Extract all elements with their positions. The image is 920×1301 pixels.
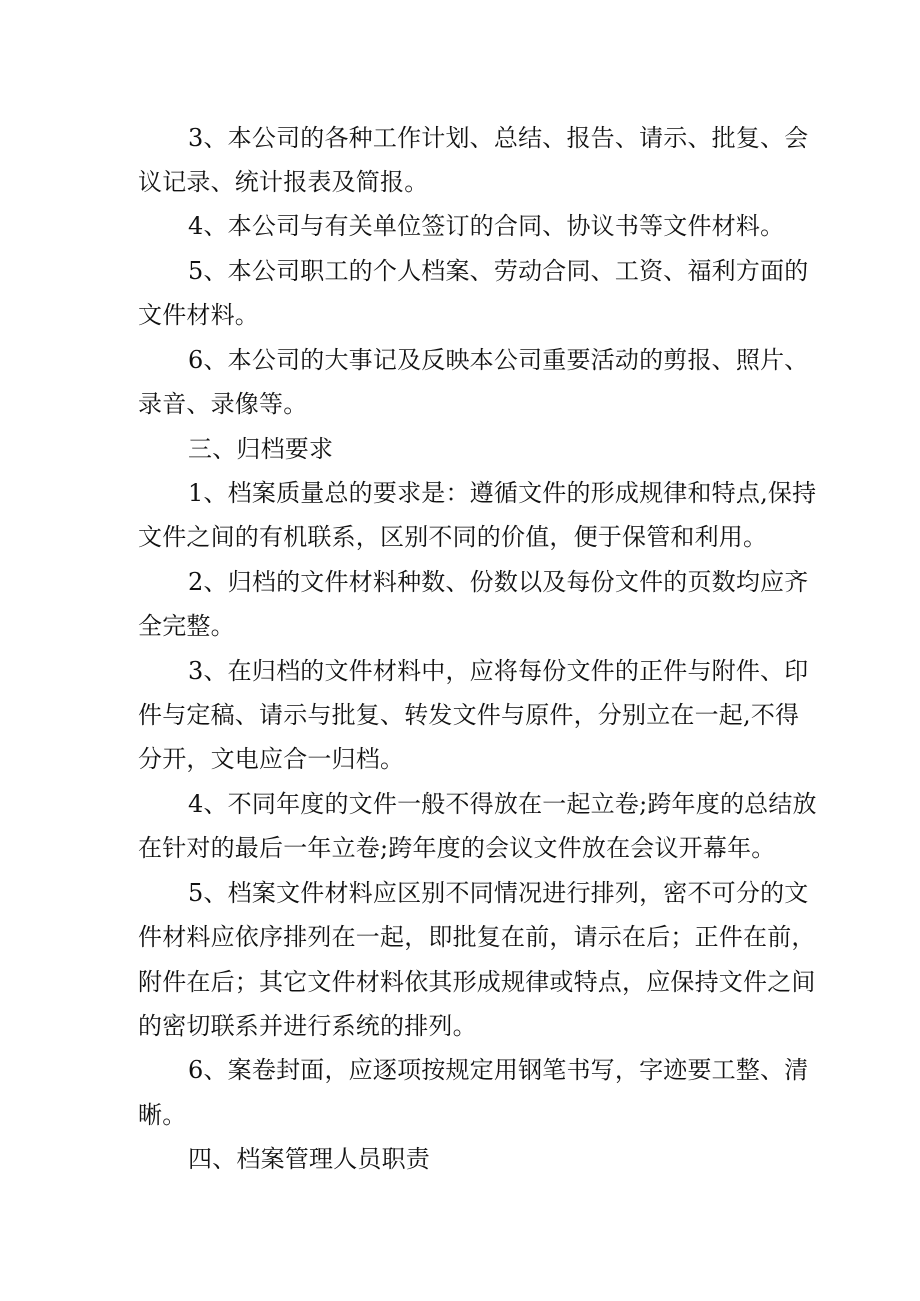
text-line: 2、归档的文件材料种数、份数以及每份文件的页数均应齐 — [188, 568, 809, 596]
text-line: 文件之间的有机联系，区别不同的价值，便于保管和利用。 — [138, 523, 768, 551]
section-heading: 三、归档要求 — [188, 435, 334, 463]
text-line: 文件材料。 — [138, 301, 259, 329]
text-line: 分开，文电应合一归档。 — [138, 745, 405, 773]
text-line: 4、本公司与有关单位签订的合同、协议书等文件材料。 — [188, 212, 785, 240]
text-line: 附件在后；其它文件材料依其形成规律或特点，应保持文件之间 — [138, 968, 816, 996]
text-line: 4、不同年度的文件一般不得放在一起立卷;跨年度的总结放 — [188, 790, 817, 818]
text-line: 6、本公司的大事记及反映本公司重要活动的剪报、照片、 — [188, 346, 809, 374]
text-line: 议记录、统计报表及简报。 — [138, 168, 429, 196]
text-line: 6、案卷封面，应逐项按规定用钢笔书写，字迹要工整、清 — [188, 1056, 809, 1084]
text-line: 录音、录像等。 — [138, 390, 308, 418]
text-line: 3、在归档的文件材料中，应将每份文件的正件与附件、印 — [188, 657, 809, 685]
text-line: 的密切联系并进行系统的排列。 — [138, 1012, 477, 1040]
text-line: 晰。 — [138, 1101, 187, 1129]
text-line: 1、档案质量总的要求是：遵循文件的形成规律和特点,保持 — [188, 479, 817, 507]
text-line: 全完整。 — [138, 612, 235, 640]
section-heading: 四、档案管理人员职责 — [188, 1145, 430, 1173]
text-line: 3、本公司的各种工作计划、总结、报告、请示、批复、会 — [188, 124, 809, 152]
text-line: 5、档案文件材料应区别不同情况进行排列，密不可分的文 — [188, 879, 809, 907]
text-line: 件与定稿、请示与批复、转发文件与原件，分别立在一起,不得 — [138, 701, 800, 729]
text-line: 5、本公司职工的个人档案、劳动合同、工资、福利方面的 — [188, 257, 809, 285]
text-line: 在针对的最后一年立卷;跨年度的会议文件放在会议开幕年。 — [138, 834, 776, 862]
text-line: 件材料应依序排列在一起，即批复在前，请示在后；正件在前， — [138, 923, 816, 951]
